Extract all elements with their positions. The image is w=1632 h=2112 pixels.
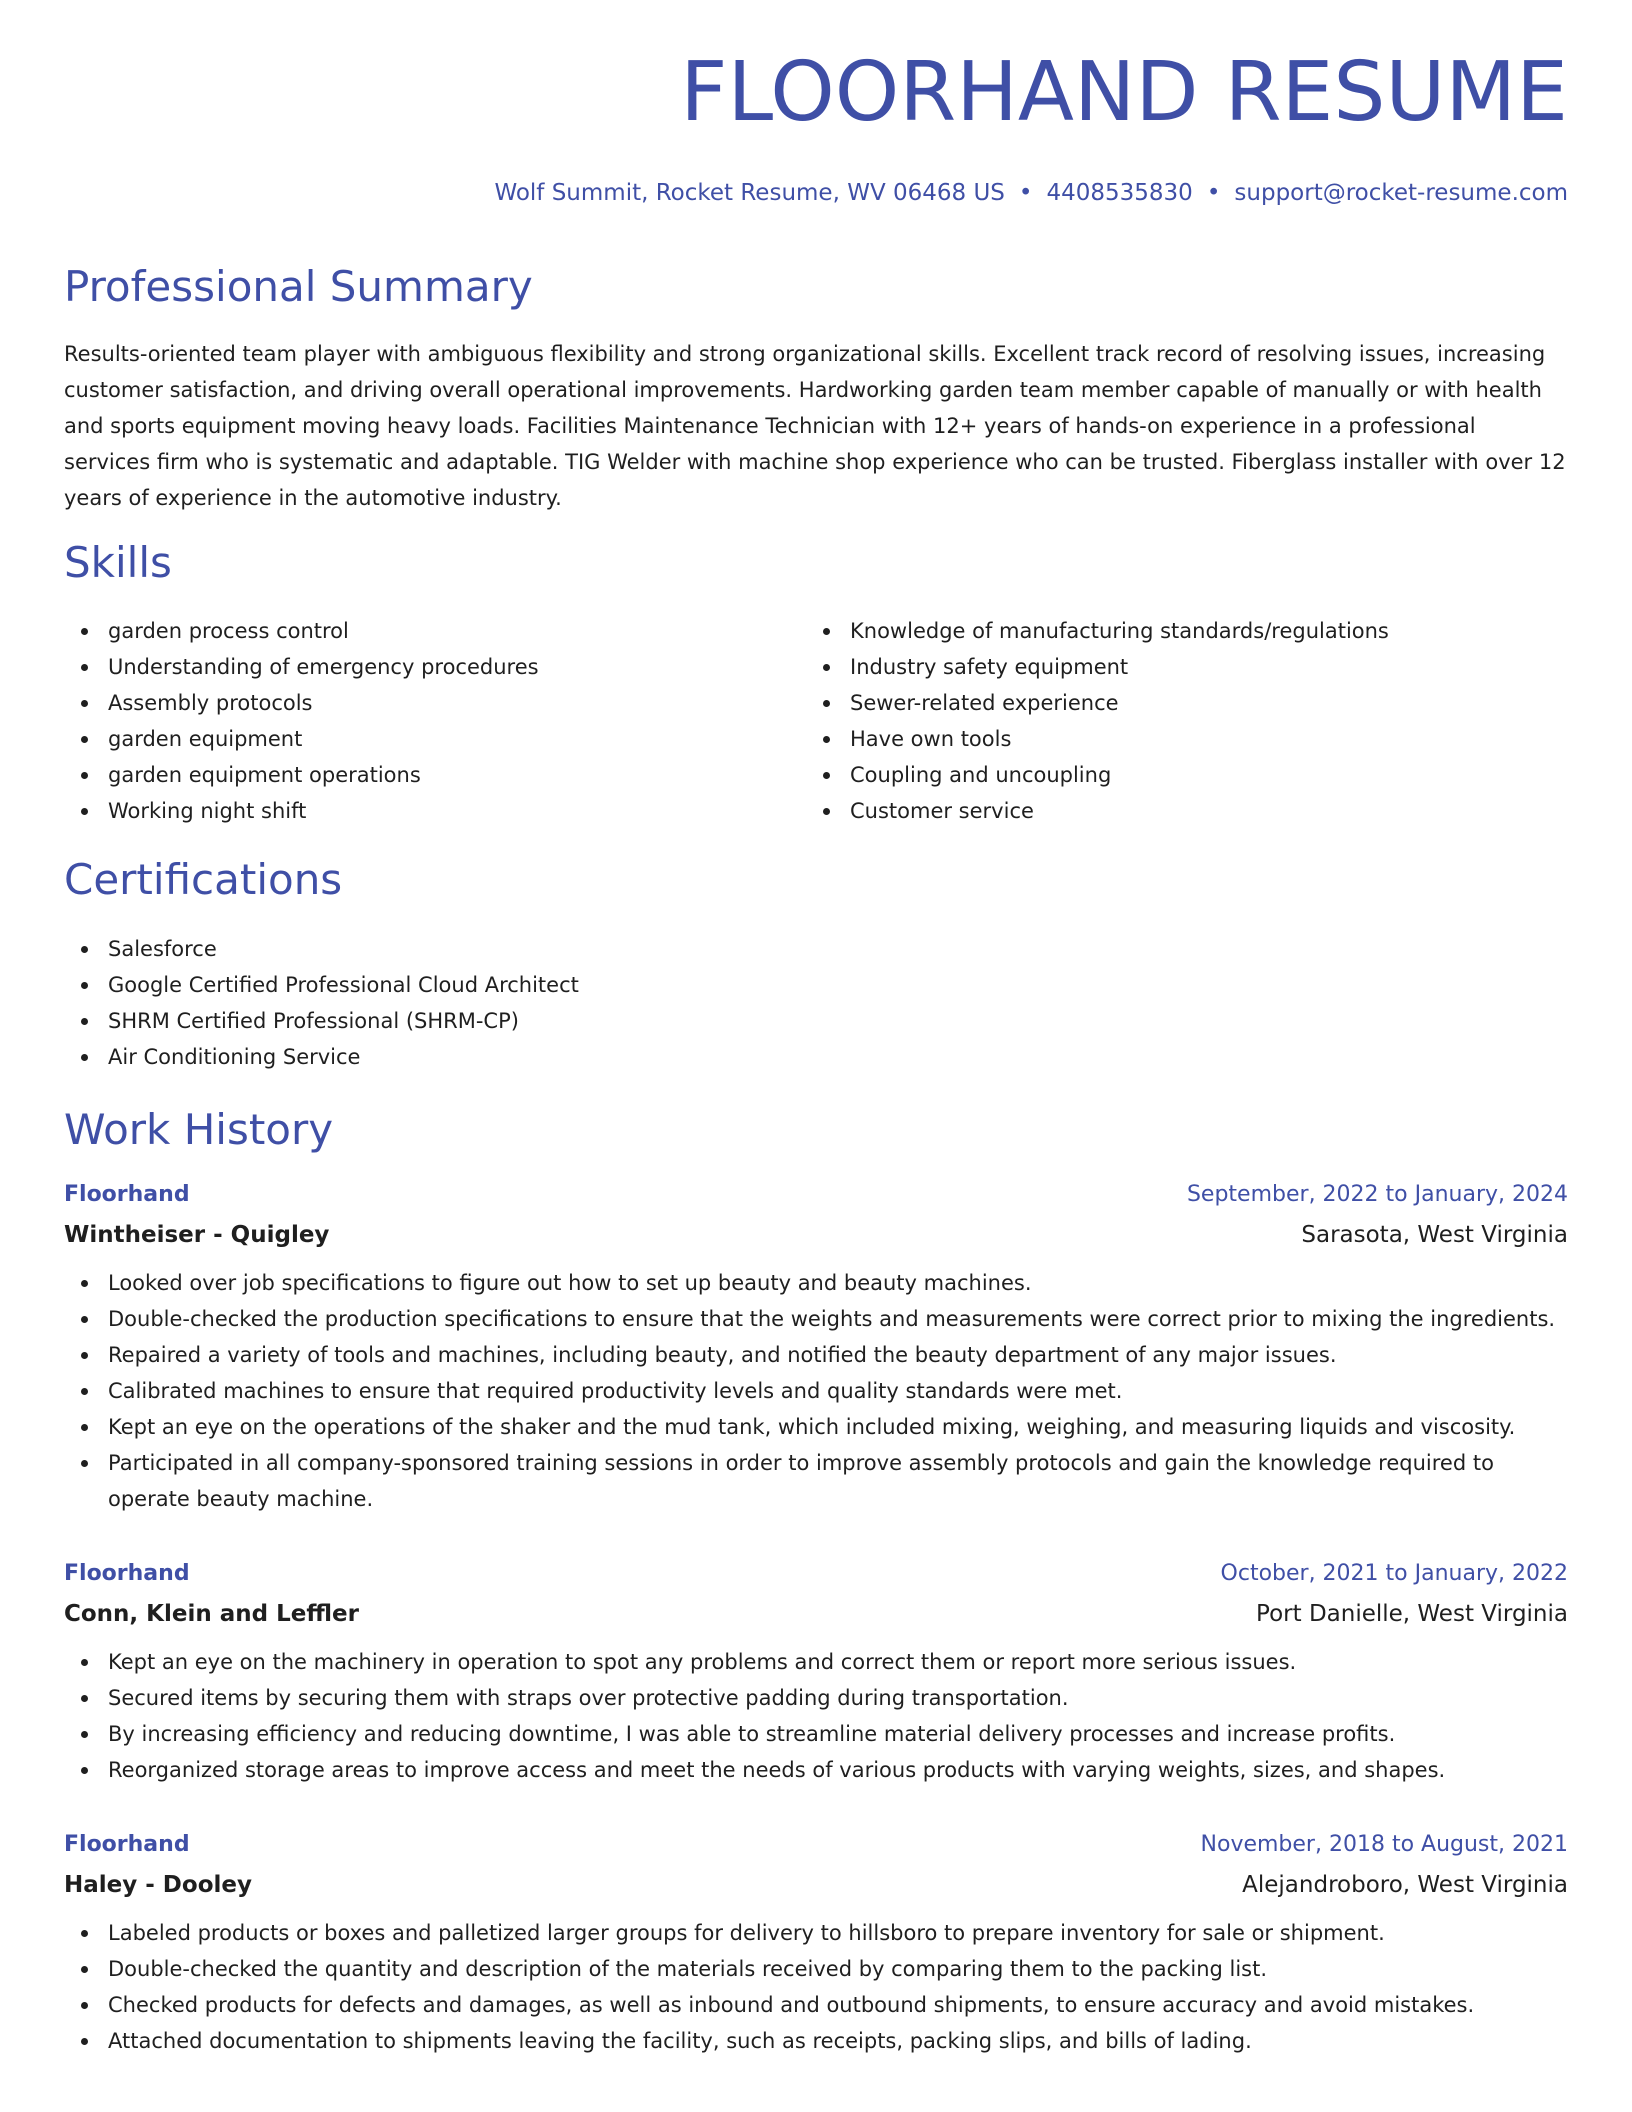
job-entry [64,1554,1568,1788]
job-duty-item: Attached documentation to shipments leaving the facility, such as receipts, packing slips, and bills of lading. [64,2023,1568,2059]
job-dates: November, 2018 to August, 2021 [1200,1832,1568,1857]
job-duty-item: Labeled products or boxes and palletized larger groups for delivery to hillsboro to prepare inventory for sale or shipment. [64,1915,1568,1951]
skill-item: Assembly protocols [64,685,804,721]
job-title: Floorhand [64,1832,190,1857]
work-history-heading: Work History [64,1105,334,1154]
job-company: Conn, Klein and Leffler [64,1601,359,1627]
certification-item: Air Conditioning Service [64,1039,1064,1075]
job-duty-item: Kept an eye on the machinery in operation to spot any problems and correct them or report more serious issues. [64,1644,1568,1680]
job-duty-item: Secured items by securing them with straps over protective padding during transportation. [64,1680,1568,1716]
job-duty-item: Participated in all company-sponsored training sessions in order to improve assembly protocols and gain the knowledge required to operate beauty machine. [64,1445,1568,1517]
job-duty-item: Reorganized storage areas to improve access and meet the needs of various products with varying weights, sizes, and shapes. [64,1752,1568,1788]
contact-address: Wolf Summit, Rocket Resume, WV 06468 US [494,180,1005,206]
job-duty-item: Repaired a variety of tools and machines, including beauty, and notified the beauty department of any major issues. [64,1337,1568,1373]
job-duty-item: Double-checked the quantity and description of the materials received by comparing them to the packing list. [64,1951,1568,1987]
skills-list-right [806,613,1566,829]
resume-page [64,0,1568,2112]
skill-item: Working night shift [64,793,804,829]
job-duty-item: By increasing efficiency and reducing downtime, I was able to streamline material delivery processes and increase profits. [64,1716,1568,1752]
job-dates: September, 2022 to January, 2024 [1186,1182,1568,1207]
job-duty-item: Double-checked the production specifications to ensure that the weights and measurements were correct prior to mixing the ingredients. [64,1301,1568,1337]
skill-item: Knowledge of manufacturing standards/regulations [806,613,1566,649]
job-duty-item: Checked products for defects and damages, as well as inbound and outbound shipments, to ensure accuracy and avoid mistakes. [64,1987,1568,2023]
certification-item: Salesforce [64,931,1064,967]
job-duty-item: Looked over job specifications to figure out how to set up beauty and beauty machines. [64,1265,1568,1301]
job-duties [64,1915,1568,2059]
job-company: Haley - Dooley [64,1872,252,1898]
job-title: Floorhand [64,1561,190,1586]
job-title: Floorhand [64,1182,190,1207]
job-dates: October, 2021 to January, 2022 [1220,1561,1568,1586]
skill-item: Coupling and uncoupling [806,757,1566,793]
skill-item: Understanding of emergency procedures [64,649,804,685]
contact-phone: 4408535830 [1046,180,1193,206]
contact-email: support@rocket-resume.com [1234,180,1568,206]
job-duties [64,1265,1568,1517]
job-location: Sarasota, West Virginia [1301,1222,1568,1248]
skill-item: garden equipment [64,721,804,757]
skill-item: Industry safety equipment [806,649,1566,685]
job-entry [64,1825,1568,2059]
skill-item: Sewer-related experience [806,685,1566,721]
contact-line [494,182,1568,205]
skill-item: garden process control [64,613,804,649]
job-duties [64,1644,1568,1788]
job-duty-item: Calibrated machines to ensure that required productivity levels and quality standards were met. [64,1373,1568,1409]
skill-item: Customer service [806,793,1566,829]
skill-item: Have own tools [806,721,1566,757]
certification-item: Google Certified Professional Cloud Architect [64,967,1064,1003]
summary-text: Results-oriented team player with ambiguous flexibility and strong organizational skills. Excellent track record of resolving issues, increasing customer satisfaction, and driving overall operational improvements. Hardworking garden team member capable of manually or with health and sports equipment moving heavy loads. Facilities Maintenance Technician with 12+ years of hands-on experience in a professional services firm who is systematic and adaptable. TIG Welder with machine shop experience who can be trusted. Fiberglass installer with over 12 years of experience in the automotive industry. [64,342,1566,510]
skills-list-left [64,613,804,829]
job-location: Alejandroboro, West Virginia [1242,1872,1568,1898]
job-company: Wintheiser - Quigley [64,1222,330,1248]
job-duty-item: Kept an eye on the operations of the shaker and the mud tank, which included mixing, weighing, and measuring liquids and viscosity. [64,1409,1568,1445]
certifications-list [64,931,1064,1075]
job-location: Port Danielle, West Virginia [1256,1601,1568,1627]
contact-separator: • [1018,180,1033,206]
skills-heading: Skills [64,538,172,587]
contact-separator: • [1206,180,1221,206]
job-entry [64,1175,1568,1517]
resume-title: FLOORHAND RESUME [680,45,1568,140]
certifications-heading: Certifications [64,855,343,904]
certification-item: SHRM Certified Professional (SHRM-CP) [64,1003,1064,1039]
skill-item: garden equipment operations [64,757,804,793]
summary-heading: Professional Summary [64,262,533,311]
